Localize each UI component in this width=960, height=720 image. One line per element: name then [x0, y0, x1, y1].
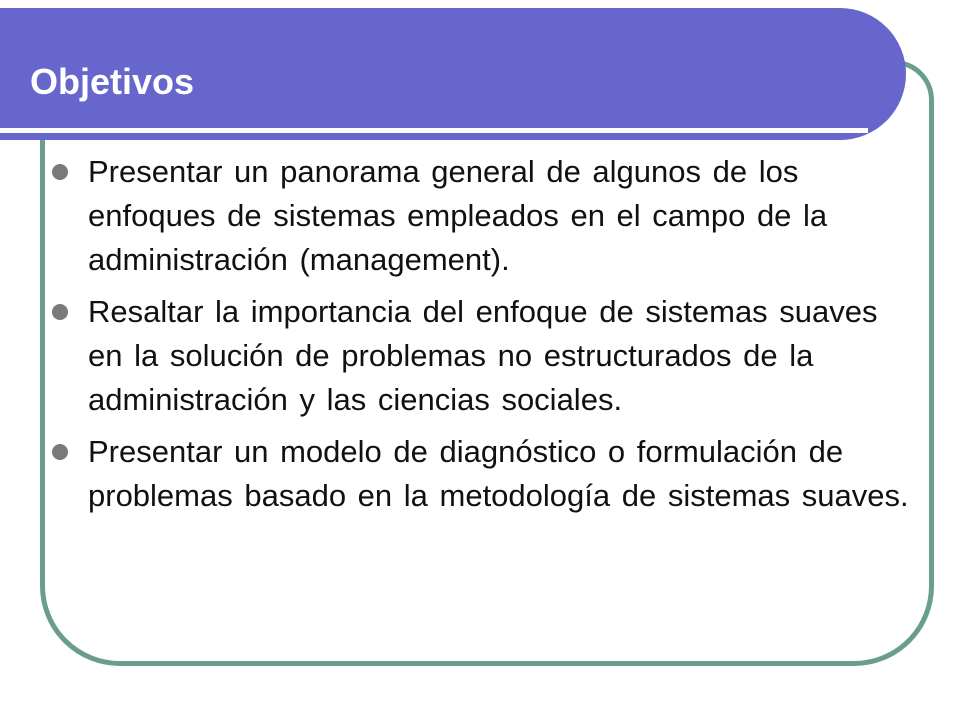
- title-bar: [0, 8, 906, 140]
- title-underline: [0, 128, 868, 133]
- slide-title: Objetivos: [30, 61, 195, 102]
- bullet-dot-icon: [52, 164, 68, 180]
- bullet-list: [52, 150, 922, 526]
- bullet-text: Presentar un modelo de diagnóstico o formulación de problemas basado en la metodología de sistemas suaves.: [88, 434, 909, 513]
- bullet-dot-icon: [52, 444, 68, 460]
- bullet-item: [52, 150, 922, 282]
- bullet-item: [52, 430, 922, 518]
- bullet-text: Presentar un panorama general de algunos de los enfoques de sistemas empleados en el campo de la administración (management).: [88, 154, 828, 277]
- bullet-item: [52, 290, 922, 422]
- bullet-dot-icon: [52, 304, 68, 320]
- bullet-text: Resaltar la importancia del enfoque de sistemas suaves en la solución de problemas no estructurados de la administración y las ciencias sociales.: [88, 294, 878, 417]
